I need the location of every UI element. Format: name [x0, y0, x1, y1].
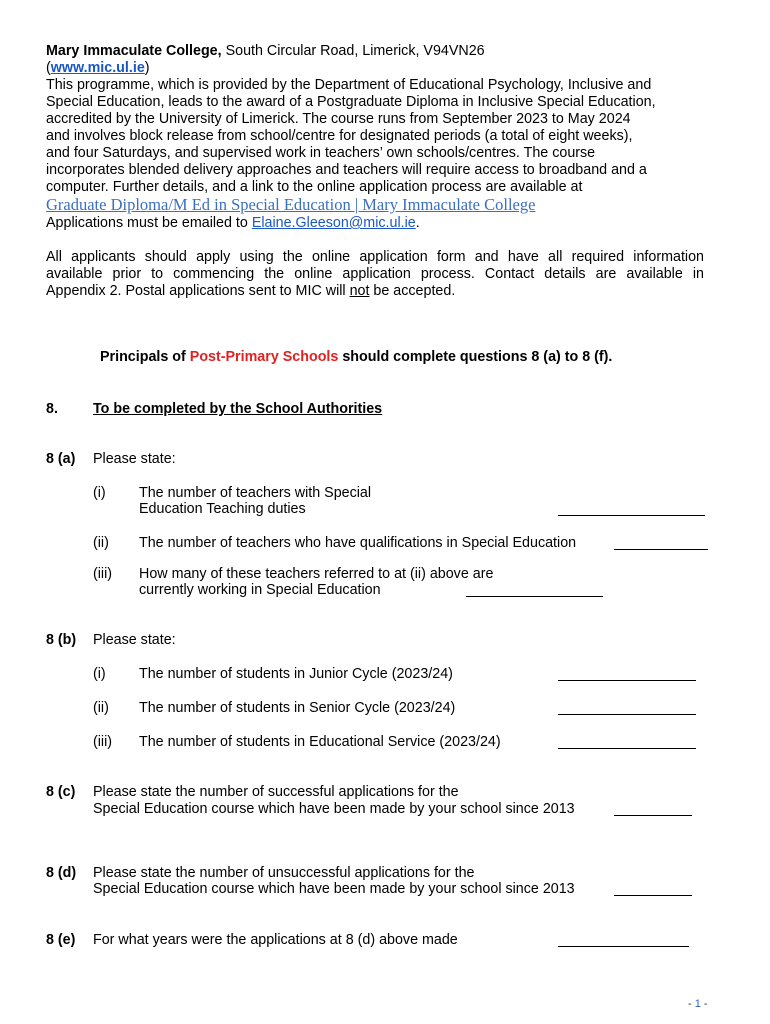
website-line: (www.mic.ul.ie) [46, 60, 150, 76]
question-text-8c: Special Education course which have been made by your school since 2013 [93, 801, 575, 817]
page-dash-left: - [688, 998, 695, 1010]
item-text: The number of students in Educational Service (2023/24) [139, 734, 501, 750]
item-number: (i) [93, 666, 106, 682]
question-text-8c: Please state the number of successful applications for the [93, 784, 459, 800]
item-text: The number of students in Senior Cycle (2023/24) [139, 700, 456, 716]
principals-instruction [100, 349, 612, 365]
principals-highlight: Post-Primary Schools [189, 349, 339, 365]
question-label-8b: 8 (b) [46, 632, 77, 648]
item-text: currently working in Special Education [139, 582, 381, 598]
online-note-last-line [46, 283, 455, 299]
programme-line: Special Education, leads to the award of a Postgraduate Diploma in Inclusive Special Education, [46, 94, 656, 110]
online-note-prefix: Appendix 2. Postal applications sent to MIC will [46, 283, 350, 299]
answer-blank-8d[interactable] [614, 895, 692, 896]
college-address: South Circular Road, Limerick, V94VN26 [221, 43, 485, 59]
answer-blank-8b-i[interactable] [558, 680, 696, 681]
programme-line: computer. Further details, and a link to the online application process are available at [46, 179, 583, 195]
question-text-8e: For what years were the applications at 8 (d) above made [93, 932, 458, 948]
item-text: How many of these teachers referred to at (ii) above are [139, 566, 494, 582]
answer-blank-8c[interactable] [614, 815, 692, 816]
principals-suffix: should complete questions 8 (a) to 8 (f). [338, 349, 613, 365]
college-name: Mary Immaculate College, [46, 43, 222, 59]
item-number: (iii) [93, 566, 113, 582]
page-dash-right: - [700, 998, 708, 1010]
section-number: 8. [46, 401, 58, 417]
online-note-line: All applicants should apply using the online application form and have all required information [46, 249, 704, 265]
question-text-8d: Please state the number of unsuccessful applications for the [93, 865, 475, 881]
answer-blank-8a-ii[interactable] [614, 549, 708, 550]
item-number: (i) [93, 485, 106, 501]
section-title: To be completed by the School Authorities [93, 401, 383, 417]
answer-blank-8e[interactable] [558, 946, 689, 947]
programme-line: accredited by the University of Limerick. The course runs from September 2023 to May 2024 [46, 111, 631, 127]
item-text: The number of students in Junior Cycle (2023/24) [139, 666, 453, 682]
question-prompt-8b: Please state: [93, 632, 176, 648]
item-number: (ii) [93, 535, 109, 551]
question-label-8c: 8 (c) [46, 784, 76, 800]
email-line [46, 215, 420, 231]
online-note-emphasis: not [349, 283, 370, 299]
question-prompt-8a: Please state: [93, 451, 176, 467]
item-text: Education Teaching duties [139, 501, 306, 517]
online-note-suffix: be accepted. [369, 283, 456, 299]
answer-blank-8a-iii[interactable] [466, 596, 603, 597]
answer-blank-8b-iii[interactable] [558, 748, 696, 749]
item-text: The number of teachers with Special [139, 485, 372, 501]
course-link-line [46, 195, 535, 215]
page-number-value: 1 [694, 998, 701, 1010]
college-heading [46, 43, 485, 59]
question-label-8e: 8 (e) [46, 932, 76, 948]
answer-blank-8b-ii[interactable] [558, 714, 696, 715]
principals-prefix: Principals of [100, 349, 190, 365]
email-suffix: . [415, 215, 420, 231]
answer-blank-8a-i[interactable] [558, 515, 705, 516]
page-number [688, 998, 708, 1010]
website-link[interactable]: www.mic.ul.ie [50, 60, 145, 76]
course-link[interactable]: Graduate Diploma/M Ed in Special Education | Mary Immaculate College [46, 195, 536, 214]
programme-line: incorporates blended delivery approaches and teachers will require access to broadband and a [46, 162, 647, 178]
email-link[interactable]: Elaine.Gleeson@mic.ul.ie [251, 215, 416, 231]
item-text: The number of teachers who have qualifications in Special Education [139, 535, 577, 551]
programme-line: and involves block release from school/centre for designated periods (a total of eight weeks), [46, 128, 633, 144]
question-label-8d: 8 (d) [46, 865, 77, 881]
programme-line: This programme, which is provided by the Department of Educational Psychology, Inclusive and [46, 77, 652, 93]
question-text-8d: Special Education course which have been made by your school since 2013 [93, 881, 575, 897]
question-label-8a: 8 (a) [46, 451, 76, 467]
item-number: (iii) [93, 734, 113, 750]
online-note-line: available prior to commencing the online application process. Contact details are available in [46, 266, 704, 282]
programme-line: and four Saturdays, and supervised work in teachers’ own schools/centres. The course [46, 145, 596, 161]
item-number: (ii) [93, 700, 109, 716]
email-prefix: Applications must be emailed to [46, 215, 252, 231]
